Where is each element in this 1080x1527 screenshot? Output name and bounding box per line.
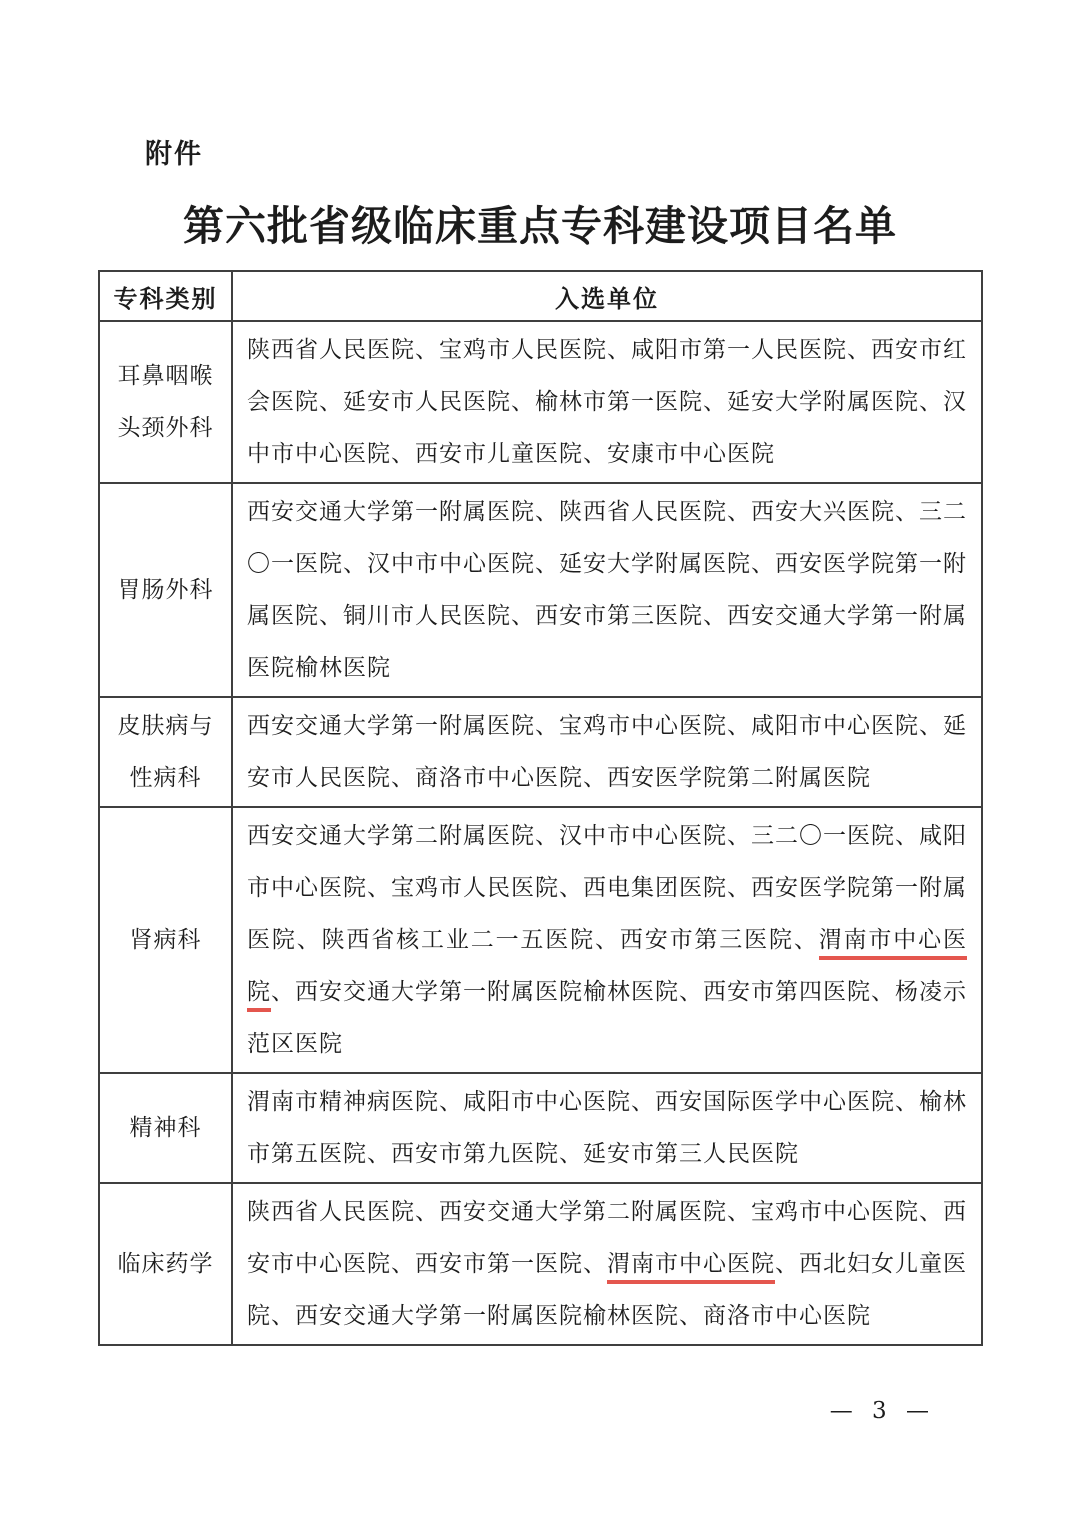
specialty-category-cell: 胃肠外科 <box>99 483 232 697</box>
selected-units-cell <box>232 483 982 697</box>
table-row <box>99 697 982 807</box>
selected-units-cell <box>232 807 982 1073</box>
specialty-table <box>98 270 983 1346</box>
selected-units-cell <box>232 697 982 807</box>
attachment-label: 附件 <box>145 139 203 170</box>
table-row <box>99 321 982 483</box>
specialty-category-cell: 耳鼻咽喉头颈外科 <box>99 321 232 483</box>
specialty-category-cell: 肾病科 <box>99 807 232 1073</box>
selected-units-cell <box>232 1073 982 1183</box>
table-row <box>99 1073 982 1183</box>
specialty-category-cell: 皮肤病与性病科 <box>99 697 232 807</box>
unit-text: 陕西省人民医院、西安交通大学第二附属医院、宝鸡市中心医院、西安市中心医院、西安市第一医院、 <box>247 1199 967 1277</box>
highlighted-unit-text: 渭南市中心医院 <box>607 1251 775 1284</box>
selected-units-cell <box>232 321 982 483</box>
column-header-category: 专科类别 <box>99 271 232 321</box>
unit-text: 西安交通大学第二附属医院、汉中市中心医院、三二〇一医院、咸阳市中心医院、宝鸡市人民医院、西电集团医院、西安医学院第一附属医院、陕西省核工业二一五医院、西安市第三医院、 <box>247 823 967 953</box>
specialty-category-cell: 临床药学 <box>99 1183 232 1345</box>
selected-units-cell <box>232 1183 982 1345</box>
unit-text: 西安交通大学第一附属医院、宝鸡市中心医院、咸阳市中心医院、延安市人民医院、商洛市中心医院、西安医学院第二附属医院 <box>247 713 967 791</box>
unit-text: 渭南市精神病医院、咸阳市中心医院、西安国际医学中心医院、榆林市第五医院、西安市第九医院、延安市第三人民医院 <box>247 1089 967 1167</box>
highlighted-unit-text: 渭南市中心医院 <box>247 927 967 1012</box>
page-title: 第六批省级临床重点专科建设项目名单 <box>183 202 897 250</box>
column-header-units: 入选单位 <box>232 271 982 321</box>
table-body <box>99 321 982 1345</box>
table-header <box>99 271 982 321</box>
table-row <box>99 483 982 697</box>
page-number: — 3 — <box>829 1398 935 1424</box>
specialty-category-cell: 精神科 <box>99 1073 232 1183</box>
unit-text: 陕西省人民医院、宝鸡市人民医院、咸阳市第一人民医院、西安市红会医院、延安市人民医院、榆林市第一医院、延安大学附属医院、汉中市中心医院、西安市儿童医院、安康市中心医院 <box>247 337 967 467</box>
unit-text: 、西北妇女儿童医院、西安交通大学第一附属医院榆林医院、商洛市中心医院 <box>247 1251 967 1329</box>
unit-text: 西安交通大学第一附属医院、陕西省人民医院、西安大兴医院、三二〇一医院、汉中市中心医院、延安大学附属医院、西安医学院第一附属医院、铜川市人民医院、西安市第三医院、西安交通大学第一附属医院榆林医院 <box>247 499 967 681</box>
unit-text: 、西安交通大学第一附属医院榆林医院、西安市第四医院、杨凌示范区医院 <box>247 979 967 1057</box>
table-row <box>99 807 982 1073</box>
table-row <box>99 1183 982 1345</box>
